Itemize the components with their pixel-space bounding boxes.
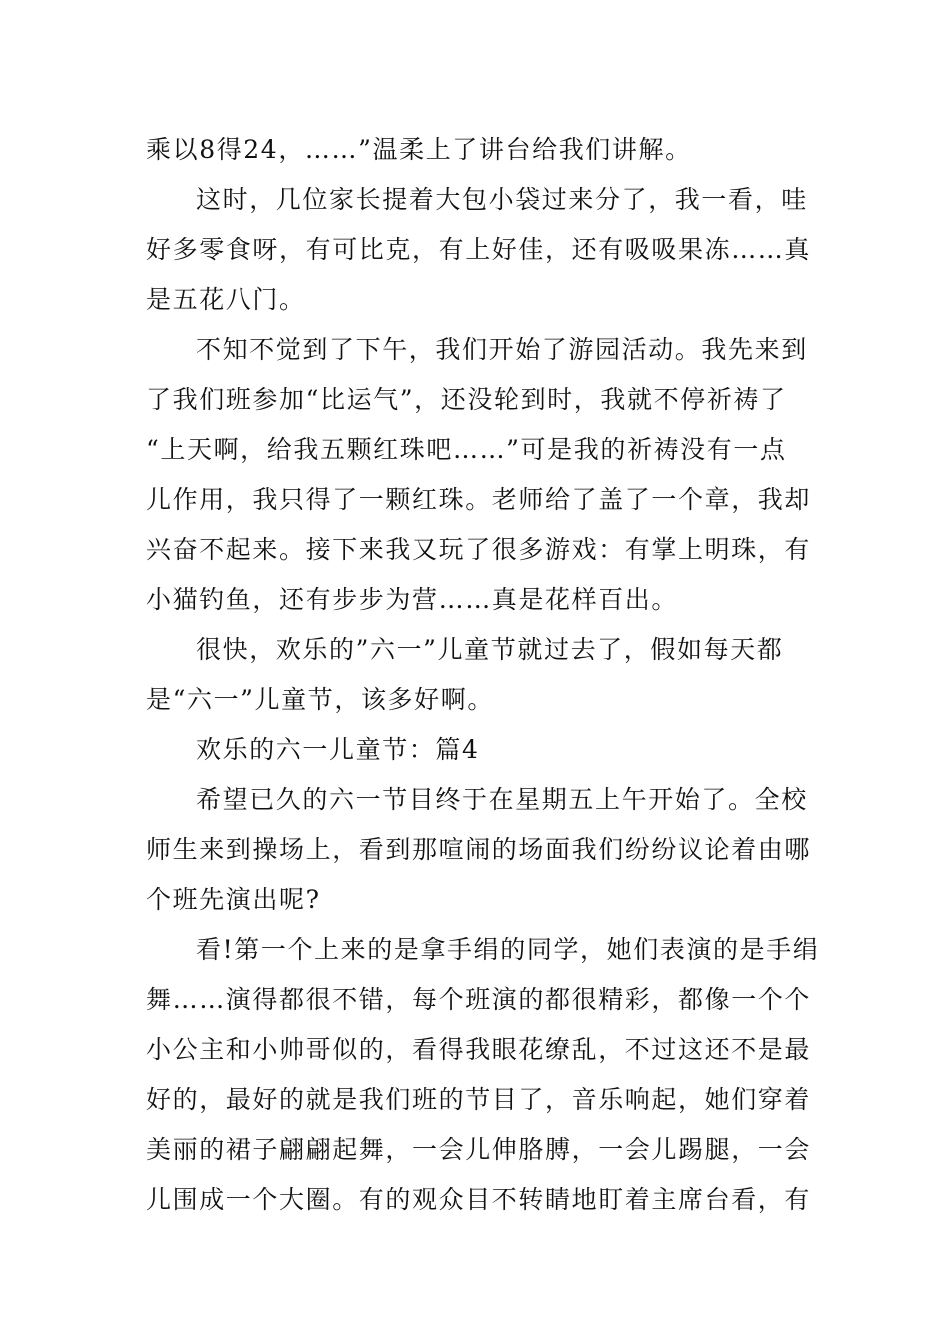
text-line: 好多零食呀，有可比克，有上好佳，还有吸吸果冻……真 — [146, 235, 812, 264]
text-line: 舞……演得都很不错，每个班演的都很精彩，都像一个个 — [146, 985, 812, 1014]
text-line: “上天啊，给我五颗红珠吧……”可是我的祈祷没有一点 — [146, 435, 787, 464]
text-line: 美丽的裙子翩翩起舞，一会儿伸胳膊，一会儿踢腿，一会 — [146, 1135, 812, 1164]
text-line: 小公主和小帅哥似的，看得我眼花缭乱，不过这还不是最 — [146, 1035, 812, 1064]
paragraph-start-line: 不知不觉到了下午，我们开始了游园活动。我先来到 — [196, 335, 808, 364]
paragraph-start-line: 很快，欢乐的”六一”儿童节就过去了，假如每天都 — [196, 635, 784, 664]
text-line: 师生来到操场上，看到那喧闹的场面我们纷纷议论着由哪 — [146, 835, 812, 864]
text-line: 小猫钓鱼，还有步步为营……真是花样百出。 — [146, 585, 679, 614]
paragraph-start-line: 看!第一个上来的是拿手绢的同学，她们表演的是手绢 — [196, 935, 820, 964]
text-line: 好的，最好的就是我们班的节目了，音乐响起，她们穿着 — [146, 1085, 812, 1114]
text-line: 个班先演出呢? — [146, 885, 321, 914]
text-line: 是五花八门。 — [146, 285, 306, 314]
text-line: 儿围成一个大圈。有的观众目不转睛地盯着主席台看，有 — [146, 1185, 812, 1214]
text-line: 是“六一”儿童节，该多好啊。 — [146, 685, 494, 714]
text-line: 儿作用，我只得了一颗红珠。老师给了盖了一个章，我却 — [146, 485, 812, 514]
text-line: 兴奋不起来。接下来我又玩了很多游戏：有掌上明珠，有 — [146, 535, 812, 564]
paragraph-start-line: 希望已久的六一节目终于在星期五上午开始了。全校 — [196, 785, 808, 814]
text-line: 乘以8得24，……”温柔上了讲台给我们讲解。 — [146, 135, 692, 164]
paragraph-start-line: 这时，几位家长提着大包小袋过来分了，我一看，哇 — [196, 185, 808, 214]
section-heading: 欢乐的六一儿童节：篇4 — [196, 735, 480, 764]
text-line: 了我们班参加“比运气”，还没轮到时，我就不停祈祷了 — [146, 385, 787, 414]
